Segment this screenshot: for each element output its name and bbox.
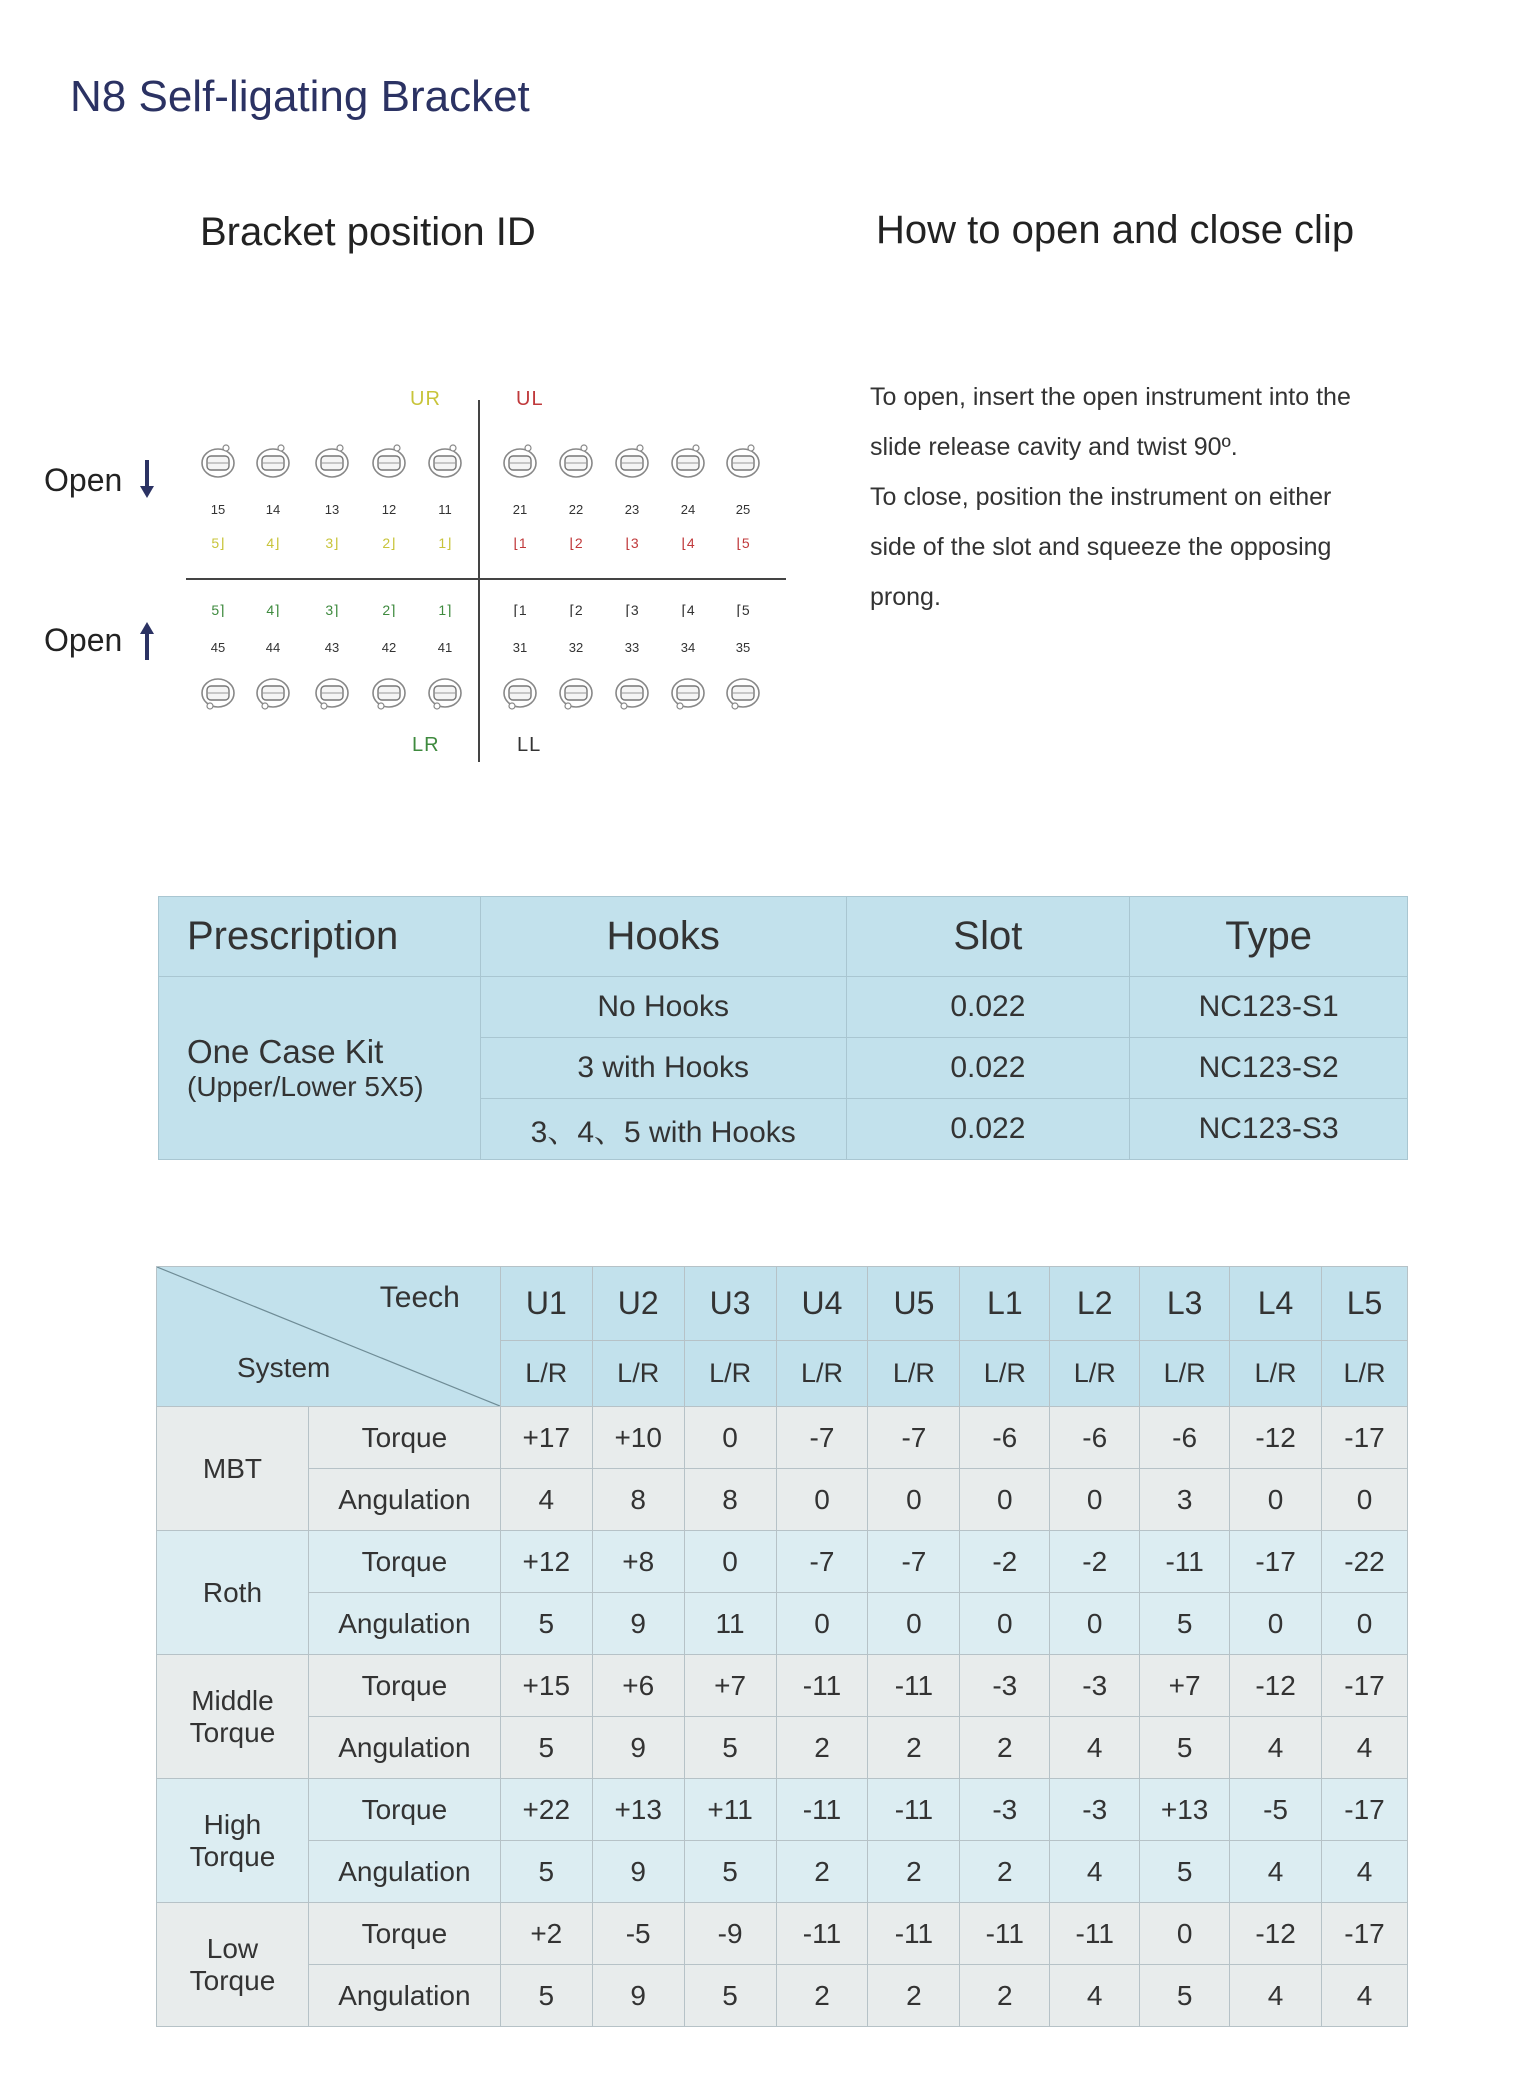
upper-tooth-symbol: ⌊5	[736, 535, 750, 551]
angulation-value: 4	[1230, 1717, 1322, 1779]
torque-value: -3	[960, 1655, 1050, 1717]
corner-system-label: System	[237, 1352, 331, 1383]
lr-header: L/R	[684, 1341, 776, 1407]
kit-cell	[159, 977, 481, 1160]
table-row	[157, 1655, 1408, 1717]
torque-value: -17	[1322, 1407, 1408, 1469]
torque-value: -11	[776, 1779, 868, 1841]
torque-value: -11	[868, 1779, 960, 1841]
upper-tooth-number: 24	[680, 502, 696, 517]
torque-value: +7	[684, 1655, 776, 1717]
angulation-value: 2	[776, 1841, 868, 1903]
angulation-value: 9	[592, 1593, 684, 1655]
lower-bracket-icon	[723, 672, 763, 712]
angulation-label: Angulation	[308, 1469, 500, 1531]
torque-value: +13	[592, 1779, 684, 1841]
torque-value: -3	[1050, 1779, 1140, 1841]
lower-bracket-icon	[253, 672, 293, 712]
page-title: N8 Self-ligating Bracket	[70, 72, 530, 121]
lower-tooth-symbol: 5⌉	[211, 602, 225, 618]
torque-value: -17	[1322, 1655, 1408, 1717]
slot-cell: 0.022	[846, 1038, 1130, 1099]
open-lower-text: Open	[44, 621, 123, 658]
table-row	[157, 1841, 1408, 1903]
lower-tooth-symbol: ⌈2	[569, 602, 583, 618]
angulation-value: 0	[1230, 1593, 1322, 1655]
angulation-value: 0	[868, 1469, 960, 1531]
upper-tooth-symbol: 3⌋	[325, 535, 339, 551]
torque-label: Torque	[308, 1531, 500, 1593]
torque-value: 0	[1140, 1903, 1230, 1965]
torque-value: +11	[684, 1779, 776, 1841]
angulation-value: 5	[1140, 1717, 1230, 1779]
angulation-value: 9	[592, 1965, 684, 2027]
upper-tooth-symbol: 2⌋	[382, 535, 396, 551]
header-hooks: Hooks	[480, 897, 846, 977]
torque-value: -6	[1140, 1407, 1230, 1469]
tooth-header: L2	[1050, 1267, 1140, 1341]
tooth-header: L1	[960, 1267, 1050, 1341]
lower-bracket-icon	[668, 672, 708, 712]
torque-value: -11	[776, 1655, 868, 1717]
upper-tooth-symbol: 1⌋	[438, 535, 452, 551]
torque-value: -11	[960, 1903, 1050, 1965]
lr-header: L/R	[868, 1341, 960, 1407]
torque-value: +10	[592, 1407, 684, 1469]
torque-value: +13	[1140, 1779, 1230, 1841]
slot-cell: 0.022	[846, 977, 1130, 1038]
torque-angulation-table	[156, 1266, 1408, 2027]
torque-value: 0	[684, 1407, 776, 1469]
angulation-value: 5	[500, 1841, 592, 1903]
table-row	[159, 977, 1408, 1038]
upper-bracket-icon	[723, 442, 763, 482]
angulation-value: 4	[1322, 1717, 1408, 1779]
header-type: Type	[1130, 897, 1408, 977]
lower-tooth-symbol: ⌈1	[513, 602, 527, 618]
prescription-table	[158, 896, 1408, 1160]
upper-tooth-number: 11	[438, 502, 452, 517]
angulation-value: 8	[592, 1469, 684, 1531]
type-cell: NC123-S3	[1130, 1099, 1408, 1160]
torque-value: -2	[1050, 1531, 1140, 1593]
angulation-value: 2	[868, 1841, 960, 1903]
type-cell: NC123-S2	[1130, 1038, 1408, 1099]
angulation-value: 5	[500, 1717, 592, 1779]
upper-tooth-number: 23	[624, 502, 640, 517]
kit-sub: (Upper/Lower 5X5)	[187, 1071, 424, 1102]
upper-bracket-icon	[612, 442, 652, 482]
lower-tooth-number: 44	[265, 640, 281, 655]
torque-value: -5	[592, 1903, 684, 1965]
lower-tooth-symbol: 2⌉	[382, 602, 396, 618]
torque-value: -11	[1050, 1903, 1140, 1965]
clip-section-title: How to open and close clip	[876, 208, 1355, 252]
lower-tooth-number: 32	[568, 640, 584, 655]
angulation-value: 4	[1322, 1965, 1408, 2027]
torque-value: -11	[776, 1903, 868, 1965]
angulation-value: 5	[1140, 1965, 1230, 2027]
type-cell: NC123-S1	[1130, 977, 1408, 1038]
torque-label: Torque	[308, 1655, 500, 1717]
quadrant-ll-label: LL	[517, 734, 542, 756]
angulation-label: Angulation	[308, 1965, 500, 2027]
upper-tooth-symbol: 4⌋	[266, 535, 280, 551]
angulation-value: 9	[592, 1717, 684, 1779]
quadrant-ul-label: UL	[516, 388, 544, 410]
upper-bracket-icon	[556, 442, 596, 482]
angulation-value: 0	[1050, 1469, 1140, 1531]
angulation-value: 0	[776, 1593, 868, 1655]
torque-value: +7	[1140, 1655, 1230, 1717]
lr-header: L/R	[776, 1341, 868, 1407]
clip-line: side of the slot and squeeze the opposing	[870, 533, 1332, 561]
torque-value: -7	[776, 1531, 868, 1593]
system-name: MBT	[157, 1407, 309, 1531]
angulation-value: 5	[1140, 1841, 1230, 1903]
angulation-value: 4	[1230, 1965, 1322, 2027]
angulation-value: 5	[684, 1965, 776, 2027]
lower-tooth-symbol: 1⌉	[438, 602, 452, 618]
slot-cell: 0.022	[846, 1099, 1130, 1160]
torque-value: -3	[1050, 1655, 1140, 1717]
torque-value: -6	[1050, 1407, 1140, 1469]
quadrant-axis-horizontal	[186, 578, 786, 580]
header-slot: Slot	[846, 897, 1130, 977]
tooth-header: U5	[868, 1267, 960, 1341]
upper-tooth-number: 22	[568, 502, 584, 517]
bracket-position-diagram	[0, 370, 820, 770]
torque-value: -7	[868, 1531, 960, 1593]
lower-bracket-icon	[312, 672, 352, 712]
torque-value: +2	[500, 1903, 592, 1965]
clip-line: To close, position the instrument on either	[870, 483, 1332, 511]
lower-tooth-number: 35	[735, 640, 751, 655]
lr-header: L/R	[1230, 1341, 1322, 1407]
torque-value: -12	[1230, 1407, 1322, 1469]
angulation-value: 9	[592, 1841, 684, 1903]
angulation-value: 2	[960, 1965, 1050, 2027]
tooth-header: U4	[776, 1267, 868, 1341]
torque-value: -17	[1322, 1903, 1408, 1965]
torque-value: +15	[500, 1655, 592, 1717]
lr-header: L/R	[1140, 1341, 1230, 1407]
upper-bracket-icon	[253, 442, 293, 482]
angulation-value: 5	[1140, 1593, 1230, 1655]
upper-bracket-icon	[425, 442, 465, 482]
torque-value: +17	[500, 1407, 592, 1469]
tooth-header: U2	[592, 1267, 684, 1341]
lr-header: L/R	[500, 1341, 592, 1407]
clip-line: To open, insert the open instrument into the	[870, 383, 1351, 411]
angulation-value: 0	[960, 1593, 1050, 1655]
angulation-value: 2	[776, 1717, 868, 1779]
torque-label: Torque	[308, 1903, 500, 1965]
tooth-header: L4	[1230, 1267, 1322, 1341]
angulation-value: 5	[684, 1717, 776, 1779]
upper-tooth-symbol: ⌊1	[513, 535, 527, 551]
table-row	[157, 1779, 1408, 1841]
torque-value: -9	[684, 1903, 776, 1965]
table-row	[157, 1717, 1408, 1779]
torque-value: -6	[960, 1407, 1050, 1469]
clip-line: prong.	[870, 583, 941, 611]
hooks-cell: 3 with Hooks	[480, 1038, 846, 1099]
torque-value: -17	[1230, 1531, 1322, 1593]
angulation-value: 4	[1050, 1841, 1140, 1903]
angulation-value: 2	[868, 1717, 960, 1779]
corner-teech-label: Teech	[379, 1281, 460, 1314]
angulation-value: 5	[500, 1965, 592, 2027]
clip-line: slide release cavity and twist 90º.	[870, 433, 1238, 461]
torque-value: +12	[500, 1531, 592, 1593]
torque-value: -11	[1140, 1531, 1230, 1593]
angulation-value: 0	[776, 1469, 868, 1531]
torque-value: +6	[592, 1655, 684, 1717]
lower-tooth-number: 45	[210, 640, 226, 655]
lower-tooth-number: 41	[437, 640, 453, 655]
lower-tooth-symbol: 4⌉	[266, 602, 280, 618]
angulation-label: Angulation	[308, 1841, 500, 1903]
lower-tooth-number: 33	[624, 640, 640, 655]
torque-value: 0	[684, 1531, 776, 1593]
lower-tooth-number: 43	[324, 640, 340, 655]
angulation-value: 0	[1050, 1593, 1140, 1655]
torque-value: -5	[1230, 1779, 1322, 1841]
angulation-value: 5	[684, 1841, 776, 1903]
angulation-value: 4	[1322, 1841, 1408, 1903]
system-name: High Torque	[157, 1779, 309, 1903]
torque-value: -11	[868, 1903, 960, 1965]
upper-bracket-icon	[500, 442, 540, 482]
angulation-value: 2	[960, 1717, 1050, 1779]
upper-bracket-icon	[668, 442, 708, 482]
angulation-value: 0	[1322, 1593, 1408, 1655]
torque-label: Torque	[308, 1779, 500, 1841]
quadrant-axis-vertical	[478, 400, 480, 762]
table-row	[157, 1965, 1408, 2027]
torque-value: +22	[500, 1779, 592, 1841]
lower-bracket-icon	[556, 672, 596, 712]
arrow-down-icon	[140, 460, 154, 500]
torque-value: +8	[592, 1531, 684, 1593]
lr-header: L/R	[592, 1341, 684, 1407]
upper-tooth-number: 13	[324, 502, 340, 517]
table-corner	[157, 1267, 501, 1407]
upper-tooth-symbol: ⌊4	[681, 535, 695, 551]
torque-value: -11	[868, 1655, 960, 1717]
tooth-header: U3	[684, 1267, 776, 1341]
hooks-cell: 3、4、5 with Hooks	[480, 1099, 846, 1160]
torque-label: Torque	[308, 1407, 500, 1469]
lower-tooth-symbol: ⌈5	[736, 602, 750, 618]
angulation-value: 4	[500, 1469, 592, 1531]
system-name: Middle Torque	[157, 1655, 309, 1779]
bracket-position-title: Bracket position ID	[200, 210, 536, 254]
lower-tooth-number: 31	[512, 640, 528, 655]
upper-bracket-icon	[312, 442, 352, 482]
table-row	[157, 1593, 1408, 1655]
angulation-value: 0	[1230, 1469, 1322, 1531]
lr-header: L/R	[1322, 1341, 1408, 1407]
lr-header: L/R	[1050, 1341, 1140, 1407]
upper-tooth-symbol: ⌊3	[625, 535, 639, 551]
angulation-value: 4	[1050, 1717, 1140, 1779]
tooth-header: L3	[1140, 1267, 1230, 1341]
torque-value: -7	[868, 1407, 960, 1469]
quadrant-lr-label: LR	[412, 734, 440, 756]
angulation-value: 2	[868, 1965, 960, 2027]
lower-bracket-icon	[612, 672, 652, 712]
torque-value: -12	[1230, 1655, 1322, 1717]
tooth-header: U1	[500, 1267, 592, 1341]
angulation-value: 0	[960, 1469, 1050, 1531]
table-row	[157, 1903, 1408, 1965]
arrow-up-icon	[140, 620, 154, 660]
kit-name: One Case Kit	[187, 1033, 384, 1070]
lower-bracket-icon	[198, 672, 238, 712]
quadrant-ur-label: UR	[410, 388, 441, 410]
angulation-value: 4	[1230, 1841, 1322, 1903]
angulation-value: 11	[684, 1593, 776, 1655]
open-label-upper	[44, 460, 154, 500]
system-name: Roth	[157, 1531, 309, 1655]
lower-bracket-icon	[500, 672, 540, 712]
upper-tooth-number: 14	[265, 502, 281, 517]
upper-tooth-number: 25	[735, 502, 751, 517]
upper-tooth-number: 21	[512, 502, 528, 517]
lower-tooth-number: 34	[680, 640, 696, 655]
upper-tooth-symbol: 5⌋	[211, 535, 225, 551]
upper-tooth-number: 15	[210, 502, 226, 517]
upper-bracket-icon	[198, 442, 238, 482]
lower-tooth-symbol: 3⌉	[325, 602, 339, 618]
angulation-value: 4	[1050, 1965, 1140, 2027]
angulation-value: 2	[776, 1965, 868, 2027]
angulation-value: 0	[1322, 1469, 1408, 1531]
table-row	[157, 1531, 1408, 1593]
header-prescription: Prescription	[159, 897, 481, 977]
hooks-cell: No Hooks	[480, 977, 846, 1038]
open-label-lower	[44, 620, 154, 660]
lower-bracket-icon	[425, 672, 465, 712]
table-row	[157, 1469, 1408, 1531]
torque-value: -2	[960, 1531, 1050, 1593]
lower-tooth-symbol: ⌈3	[625, 602, 639, 618]
torque-value: -3	[960, 1779, 1050, 1841]
torque-value: -22	[1322, 1531, 1408, 1593]
lower-tooth-number: 42	[381, 640, 397, 655]
lower-tooth-symbol: ⌈4	[681, 602, 695, 618]
lr-header: L/R	[960, 1341, 1050, 1407]
angulation-value: 3	[1140, 1469, 1230, 1531]
tooth-header: L5	[1322, 1267, 1408, 1341]
system-name: Low Torque	[157, 1903, 309, 2027]
angulation-label: Angulation	[308, 1593, 500, 1655]
angulation-value: 8	[684, 1469, 776, 1531]
angulation-value: 0	[868, 1593, 960, 1655]
clip-instructions	[870, 372, 1430, 622]
lower-bracket-icon	[369, 672, 409, 712]
upper-tooth-number: 12	[381, 502, 397, 517]
table-row	[157, 1407, 1408, 1469]
torque-value: -7	[776, 1407, 868, 1469]
torque-value: -17	[1322, 1779, 1408, 1841]
torque-value: -12	[1230, 1903, 1322, 1965]
upper-tooth-symbol: ⌊2	[569, 535, 583, 551]
angulation-value: 2	[960, 1841, 1050, 1903]
angulation-label: Angulation	[308, 1717, 500, 1779]
upper-bracket-icon	[369, 442, 409, 482]
angulation-value: 5	[500, 1593, 592, 1655]
open-upper-text: Open	[44, 461, 123, 498]
